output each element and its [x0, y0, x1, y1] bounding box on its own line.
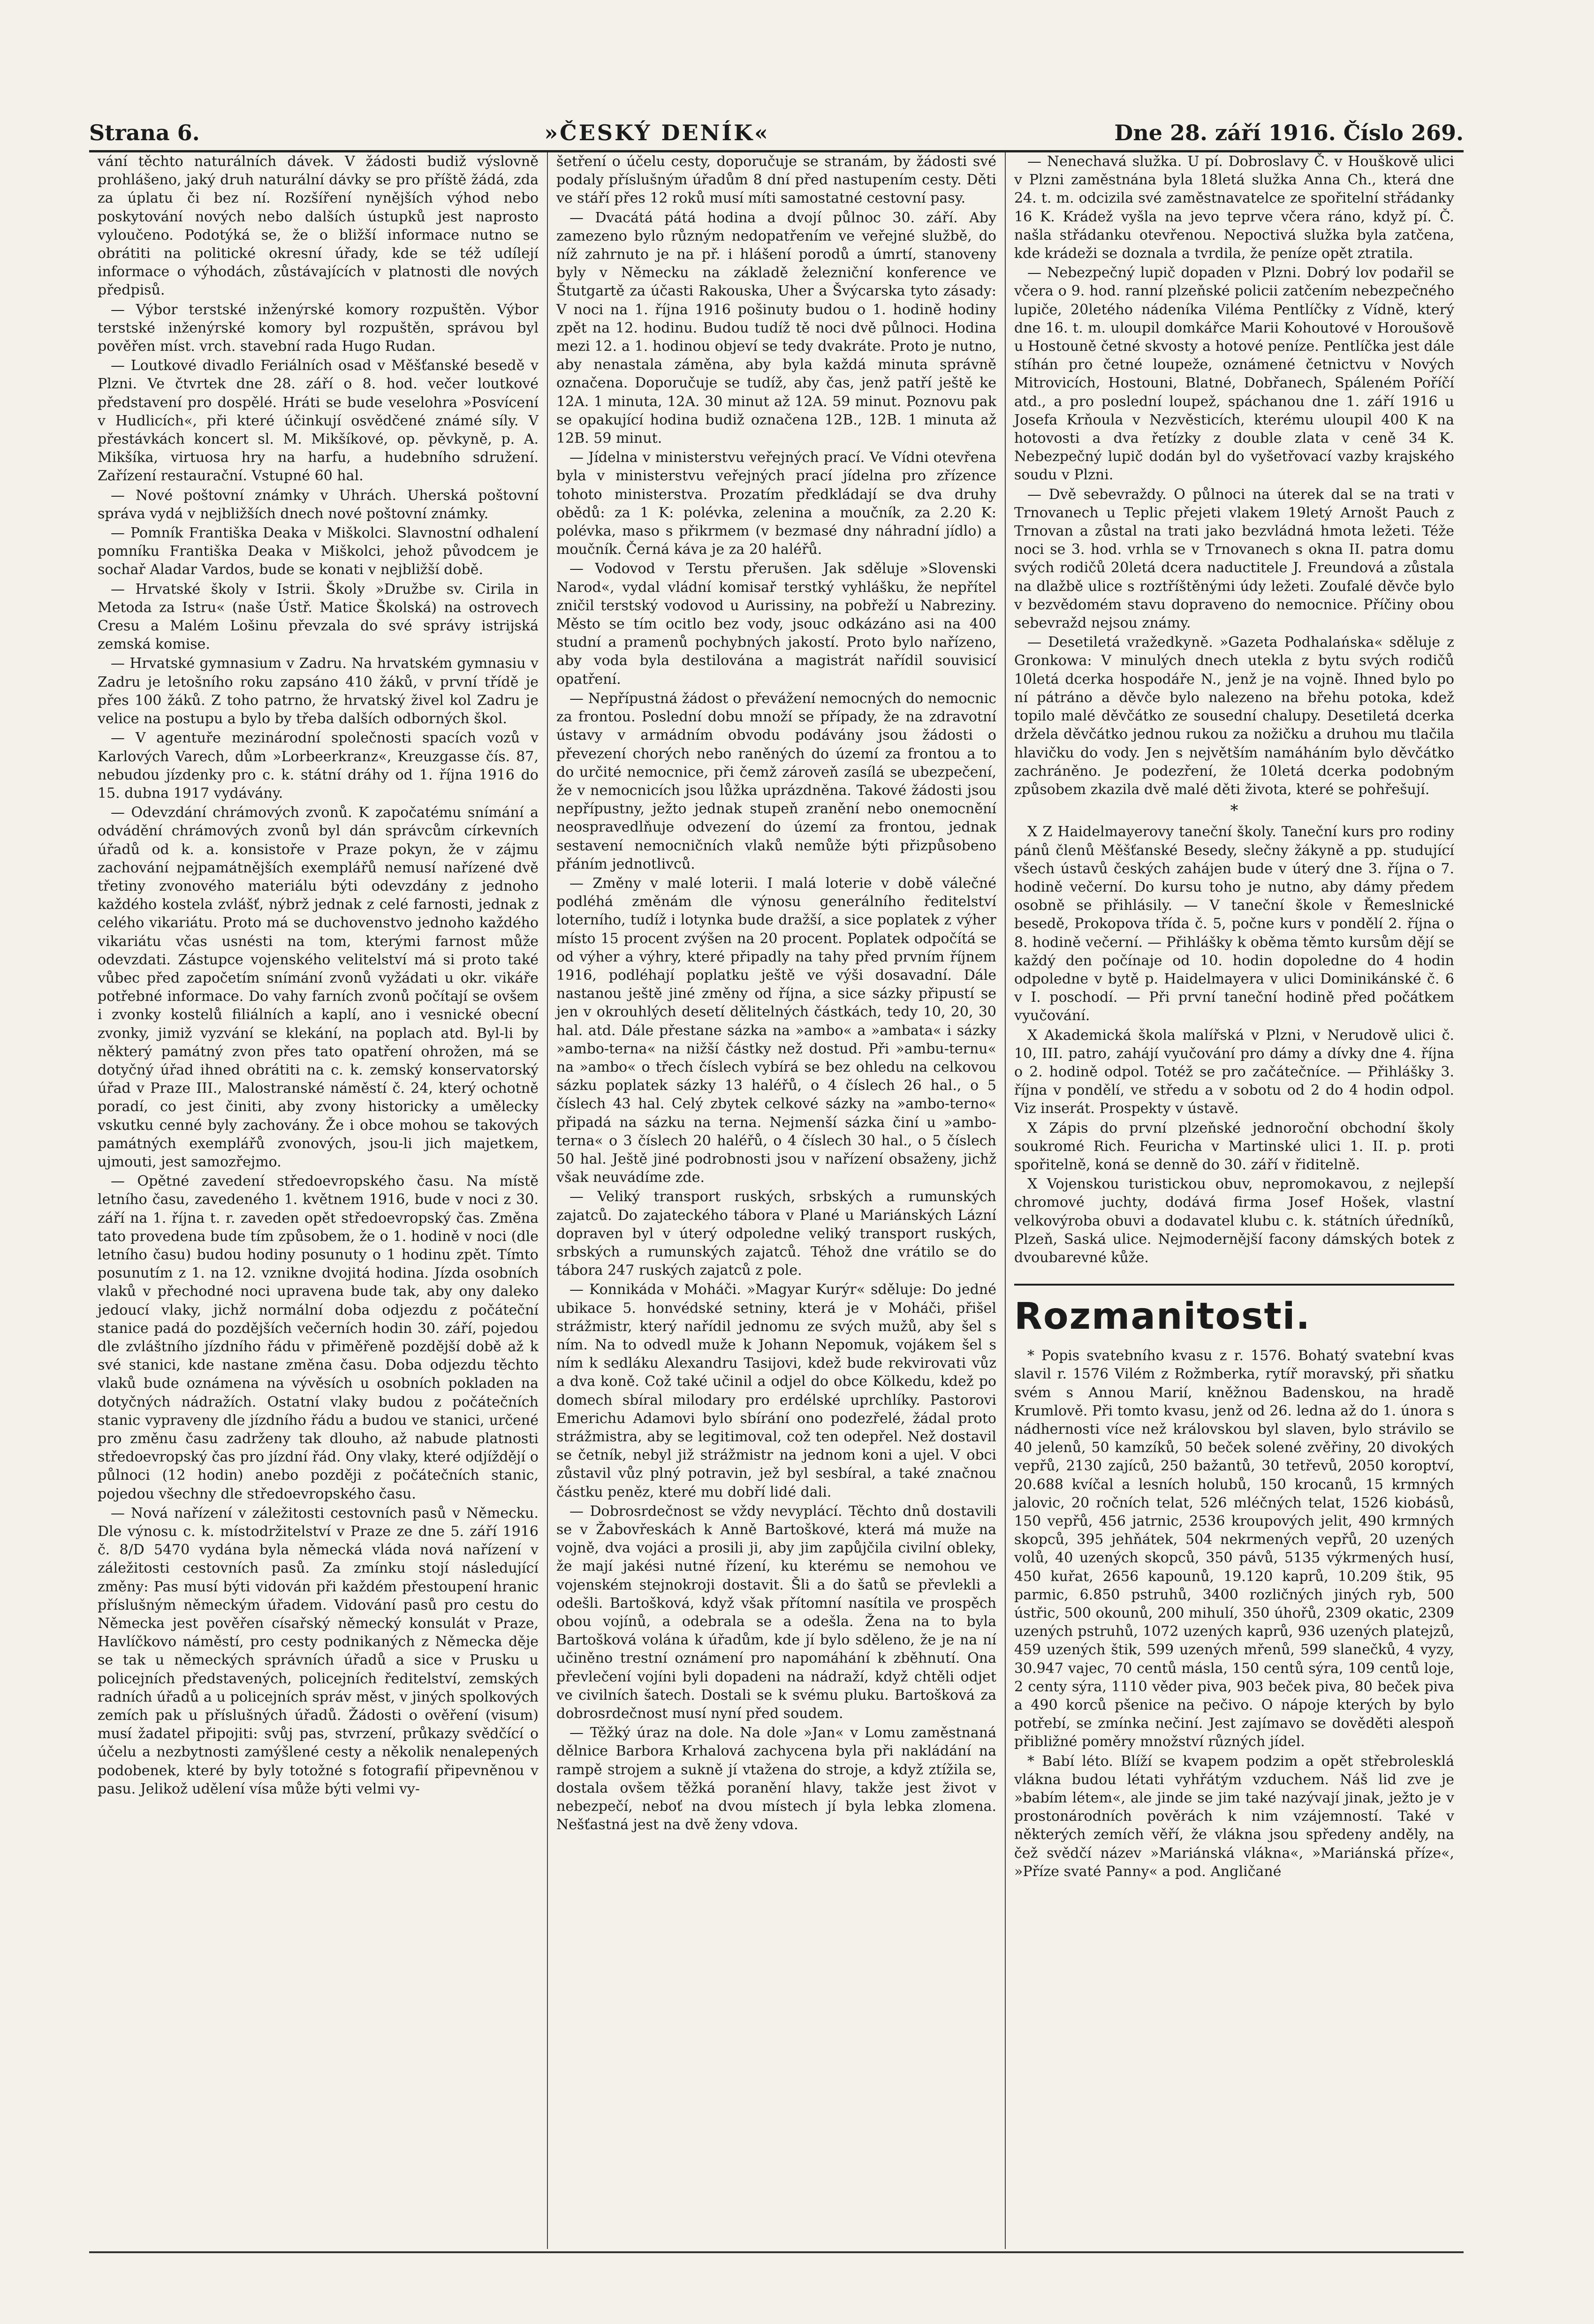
bottom-rule: [89, 2251, 1464, 2253]
page-header: [89, 94, 1464, 152]
article-paragraph: — Nové poštovní známky v Uhrách. Uherská poštovní správa vydá v nejbližších dnech nové poštovní známky.: [98, 487, 539, 522]
article-paragraph: — Vodovod v Terstu přerušen. Jak sděluje »Slovenski Narod«, vydal vládní komisař terstký vyhlášku, že nepřítel zničil terstský vodovod u Aurissiny, na pobřeží u Nabreziny. Město se tím ocitlo bez vody, jsouc odkázáno asi na 400 studní a pramenů pochybných jakostí. Proto bylo nařízeno, aby voda byla destilována a magistrát nařídil souvisicí opatření.: [556, 560, 996, 688]
article-paragraph: — Konnikáda v Moháči. »Magyar Kurýr« sděluje: Do jedné ubikace 5. honvédské setniny, která je v Moháči, přišel strážmistr, který nařídil jednomu ze svých mužů, aby šel s ním. Na to odvedl muže k Johann Nepomuk, vojákem šel s ním k sedláku Alexandru Tasijovi, kdež bude rekvirovati vůz a dva koně. Což také učinil a odjel do obce Kölkedu, kdež po domech sbíral milodary pro erdélské uprchlíky. Pastorovi Emerichu Adamovi bylo sbírání ono podezřelé, žádal proto strážmistra, aby se legitimoval, což ten odepřel. Než dostavil se četník, nebyl již strážmistr na jednom koni a ujel. V obci zůstavil vůz plný potravin, jež byl sesbíral, a také značnou částku peněz, které mu dobří lidé dali.: [556, 1281, 996, 1500]
column-3: [1005, 152, 1463, 2249]
article-paragraph: — Nebezpečný lupič dopaden v Plzni. Dobrý lov podařil se včera o 9. hod. ranní plzeňské policii zatčením nebezpečného lupiče, 20letého nádeníka Viléma Pentlíčky z Vídně, který dne 16. t. m. uloupil domkářce Marii Kohoutové v Horoušově u Hostouně četné skvosty a hotové peníze. Pentlíčka jest dále stíhán pro četné loupeže, oznámené četnictvu v Nových Mitrovicích, Hostouni, Blatné, Dobřanech, Spáleném Poříčí atd., a pro poslední loupež, spáchanou dne 1. září 1916 u Josefa Krňoula v Nezvěsticích, kterému uloupil 400 K na hotovosti a dva řetízky z double zlata v ceně 34 K. Nebezpečný lupič dodán byl do vyšetřovací vazby krajského soudu v Plzni.: [1014, 265, 1454, 484]
article-paragraph: X Akademická škola malířská v Plzni, v Nerudově ulici č. 10, III. patro, zahájí vyučování pro dámy a dívky dne 4. října o 2. hodině odpol. Totéž se pro začátečníce. — Přihlášky 3. října v pondělí, ve středu a v sobotu od 2 do 4 hodin odpol. Viz inserát. Prospekty v ústavě.: [1014, 1027, 1454, 1117]
article-paragraph: — Loutkové divadlo Feriálních osad v Měšťanské besedě v Plzni. Ve čtvrtek dne 28. září o 8. hod. večer loutkové představení pro dospělé. Hráti se bude veselohra »Posvícení v Hudlicích«, při které účinkují osvědčené známé síly. V přestávkách koncert sl. M. Mikšíkové, op. pěvkyně, p. A. Mikšíka, virtuosa hry na harfu, a hudebního sdružení. Zařízení restaurační. Vstupné 60 hal.: [98, 357, 539, 484]
article-paragraph: — Jídelna v ministerstvu veřejných prací. Ve Vídni otevřena byla v ministerstvu veřejných prací jídelna pro zřízence tohoto ministerstva. Prozatím předkládají se dva druhy obědů: za 1 K: polévka, zelenina a moučník, za 2.20 K: polévka, maso s přikrmem (v bezmasé dny náhradní jídlo) a moučník. Černá káva je za 20 haléřů.: [556, 449, 996, 558]
article-paragraph: X Z Haidelmayerovy taneční školy. Taneční kurs pro rodiny pánů členů Měšťanské Besedy, slečny žákyně a pp. studující všech ústavů českých zahájen bude v úterý dne 3. října o 7. hodině večerní. Do kursu toho je nutno, aby dámy předem osobně se přihlásily. — V taneční škole v Řemeslnické besedě, Prokopova třída č. 5, počne kurs v pondělí 2. října o 8. hodině večerní. — Přihlášky k oběma těmto kursům dějí se každý den počínaje od 10. hodin dopoledne do 4 hodin odpoledne v bytě p. Haidelmayera v ulici Dominikánské č. 6 v I. poschodí. — Při první taneční hodině před počátkem vyučování.: [1014, 824, 1454, 1024]
article-paragraph: — Opětné zavedení středoevropského času. Na místě letního času, zavedeného 1. květnem 1916, bude v noci z 30. září na 1. října t. r. zaveden opět středoevropský čas. Změna tato provedena bude tím způsobem, že o 1. hodině v noci (dle letního času) budou hodiny posunuty o 1 hodinu zpět. Tímto posunutím z 1. na 12. vznikne dvojitá hodina. Jízda osobních vlaků v přechodné noci upravena bude tak, aby ony daleko jedoucí vlaky, jichž normální doba odjezdu z počáteční stanice padá do pozdějších večerních hodin 30. září, pojedou dle zvláštního jízdního řádu v přiměřeně pozdější době až k své stanici, kde nastane změna času. Doba odjezdu těchto vlaků bude oznámena na vývěsích u osobních pokladen na dotyčných nádražích. Ostatní vlaky budou z počátečních stanic vypraveny dle jízdního řádu a budou ve stanici, určené pro změnu času zadrženy tak dlouho, až nabude platnosti středoevropský čas pro jízdní řád. Ony vlaky, které odjíždějí o půlnoci (12 hodin) anebo později z počátečních stanic, pojedou všechny dle středoevropského času.: [98, 1173, 539, 1502]
article-paragraph: vání těchto naturálních dávek. V žádosti budiž výslovně prohlášeno, jaký druh naturální dávky se pro příště žádá, zda za úplatu či bez ní. Rozšíření nynějších výhod nebo poskytování nových nebo dalších ústupků jest naprosto vyloučeno. Podotýká se, že o bližší informace nutno se obrátiti na politické okresní úřady, kde se též udílejí informace o výhodách, zůstávajících v platnosti dle nových předpisů.: [98, 153, 539, 299]
article-paragraph: — Nová nařízení v záležitosti cestovních pasů v Německu. Dle výnosu c. k. místodržitelství v Praze ze dne 5. září 1916 č. 8/D 5470 vydána byla německá vláda nová nařízení v záležitosti cestovních pasů. Za zmínku stojí následující změny: Pas musí býti vidován při každém přestoupení hranic příslušným německým úřadem. Vidování pasů pro cestu do Německa jest pověřen císařský německý konsulát v Praze, Havlíčkovo náměstí, pro cesty podnikaných z Německa děje se tak u německých správních úřadů a sice v Prusku u policejních představených, policejních ředitelství, zemských radních úřadů a u policejních správ měst, v jiných spolkových zemích pak u příslušných úřadů. Žádosti o ověření (visum) musí žadatel připojiti: svůj pas, stvrzení, průkazy svědčící o účelu a nezbytnosti zamýšlené cesty a několik nenalepených podobenek, které by byly totožné s fotografií připevněnou v pasu. Jelikož udělení vísa může býti velmi vy-: [98, 1505, 539, 1797]
article-paragraph: — Veliký transport ruských, srbských a rumunských zajatců. Do zajateckého tábora v Plané u Mariánských Lázní dopraven byl v úterý odpoledne veliký transport ruských, srbských a rumunských zajatců. Téhož dne vrátilo se do tábora 247 ruských zajatců z pole.: [556, 1188, 996, 1279]
article-paragraph: — Výbor terstské inženýrské komory rozpuštěn. Výbor terstské inženýrské komory byl rozpuštěn, správou byl pověřen míst. vrch. stavební rada Hugo Rudan.: [98, 301, 539, 355]
article-columns: [89, 152, 1464, 2249]
article-paragraph: — Desetiletá vražedkyně. »Gazeta Podhalańska« sděluje z Gronkowa: V minulých dnech utekla z bytu svých rodičů 10letá dcerka hospodáře N., jenž je na vojně. Ihned bylo po ní pátráno a děvče bylo nalezeno na břehu potoka, kdež topilo malé děvčátko ze sousední chalupy. Desetiletá dcerka držela děvčátko jednou rukou za nožičku a druhou mu tlačila hlavičku do vody. Jen s největším namáháním bylo děvčátko zachráněno. Je podezření, že 10letá dcerka podobným způsobem zkazila dvě malé děti života, které se pohřešují.: [1014, 634, 1454, 798]
article-paragraph: — Změny v malé loterii. I malá loterie v době válečné podléhá změnám dle výnosu generálního ředitelství loterního, tudíž i lotynka bude dražší, a sice poplatek z výher místo 15 procent zvýšen na 20 procent. Poplatek odpočítá se od výher a výhry, které připadly na tahy před prvním říjnem 1916, podléhají poplatku ještě ve výši dosavadní. Dále nastanou ještě jiné změny od října, a sice sázky připustí se jen v okrouhlých desetí dělitelných částkách, tedy 10, 20, 30 hal. atd. Dále přestane sázka na »ambo« a »ambata« i sázky »ambo-terna« na nižší částky než dostud. Při »ambu-ternu« na »ambo« o třech číslech vybírá se bez ohledu na celkovou sázku poplatek sázky 13 haléřů, o 4 číslech 26 hal., o 5 číslech 43 hal. Celý zbytek celkové sázky na »ambo-terno« připadá na sázku na terna. Nejmenší sázka činí u »ambo-terna« o 3 číslech 20 haléřů, o 4 číslech 30 hal., o 5 číslech 50 hal. Ještě jiné podrobnosti jsou v nařízení obsaženy, jichž však neuvádíme zde.: [556, 875, 996, 1186]
article-paragraph: — Hrvatské školy v Istrii. Školy »Družbe sv. Cirila in Metoda za Istru« (naše Ústř. Matice Školská) na ostrovech Cresu a Malém Lošinu převzala do své správy istrijská zemská komise.: [98, 581, 539, 653]
article-paragraph: — Dobrosrdečnost se vždy nevyplácí. Těchto dnů dostavili se v Žabovřeskách k Anně Bartoškové, která má muže na vojně, dva vojáci a prosili ji, aby jim zapůjčila civilní obleky, že mají jakési nutné řízení, ku kterému se nemohou ve vojenském stejnokroji dostavit. Šli a do šatů se převlekli a odešli. Bartošková, když však přítomní nasítila ve prospěch obou vojínů, a odebrala se a odešla. Žena na to byla Bartošková volána k úřadům, kde jí bylo sděleno, že je na ní učiněno trestní oznámení pro napomáhání k zběhnutí. Ona převlečení vojíni byli dopadeni na nádraží, když chtěli odjet ve civilních šatech. Dostali se k svému pluku. Bartošková za dobrosrdečnost musí nyní před soudem.: [556, 1503, 996, 1722]
article-paragraph: šetření o účelu cesty, doporučuje se stranám, by žádosti své podaly příslušným úřadům 8 dní před nastupením cesty. Děti ve stáří přes 12 roků musí míti samostatné cestovní pasy.: [556, 153, 996, 207]
article-paragraph: — Nepřípustná žádost o převážení nemocných do nemocnic za frontou. Poslední dobu množí se případy, že na zdravotní ústavy v armádním obvodu podávány jsou žádosti o převezení chorých nebo raněných do území za frontou a to do určité nemocnice, při čemž zároveň zasílá se ubezpečení, že v nemocnicích jsou lůžka uprázdněna. Takové žádosti jsou nepřípustny, ježto jednak stupeň zranění nebo onemocnění neospravedlňuje odvezení do území za frontou, jednak sestavení nemocničních vlaků nemůže býti přizpůsobeno přáním jednotlivců.: [556, 690, 996, 872]
column-2: [547, 152, 1005, 2249]
article-paragraph: — V agentuře mezinárodní společnosti spacích vozů v Karlových Varech, dům »Lorbeerkranz«, Kreuzgasse čís. 87, nebudou jízdenky pro c. k. státní dráhy od 1. října 1916 do 15. dubna 1917 vydávány.: [98, 730, 539, 802]
section-separator-star: *: [1230, 801, 1238, 820]
article-paragraph: — Pomník Františka Deaka v Miškolci. Slavnostní odhalení pomníku Františka Deaka v Miškolci, jehož původcem je sochař Aladar Vardos, bude se konati v nejbližší době.: [98, 525, 539, 578]
article-paragraph: — Hrvatské gymnasium v Zadru. Na hrvatském gymnasiu v Zadru je letošního roku zapsáno 410 žáků, v první třídě je přes 100 žáků. Z toho patrno, že hrvatský živel kol Zadru je velice na postupu a bylo by třeba dalších odborných škol.: [98, 655, 539, 727]
article-paragraph: — Nenechavá služka. U pí. Dobroslavy Č. v Houškově ulici v Plzni zaměstnána byla 18letá služka Anna Ch., která dne 24. t. m. odcizila své zaměstnavatelce ze spořitelní střádanky 16 K. Krádež vyšla na jevo teprve včera ráno, když pí. Č. našla střádanku otevřenou. Nepoctivá služka byla zatčena, kde krádeži se doznala a tvrdila, že peníze opět ztratila.: [1014, 153, 1454, 262]
article-paragraph: * Babí léto. Blíží se kvapem podzim a opět střebrolesklá vlákna budou létati vyhřátým vzduchem. Náš lid zve je »babím létem«, ale jinde se jim také nazývají jinak, ježto je v prostonárodních pověrách k nim vzájemností. Také v některých zemích věří, že vlákna jsou spředeny anděly, na čež svědčí název »Mariánská vlákna«, »Mariánská příze«, »Příze svaté Panny« a pod. Angličané: [1014, 1753, 1454, 1880]
section-heading-rozmanitosti: Rozmanitosti.: [1014, 1284, 1454, 1338]
article-paragraph: X Zápis do první plzeňské jednoroční obchodní školy soukromé Rich. Feuricha v Martinské ulici 1. II. p. proti spořitelně, koná se denně do 30. září v řiditelně.: [1014, 1120, 1454, 1173]
article-paragraph: X Vojenskou turistickou obuv, nepromokavou, z nejlepší chromové juchty, dodává firma Josef Hošek, vlastní velkovýroba obuvi a dodavatel klubu c. k. státních úředníků, Plzeň, Saská ulice. Nejmodernější facony dámských botek z dvoubarevné kůže.: [1014, 1176, 1454, 1266]
article-paragraph: — Odevzdání chrámových zvonů. K započatému snímání a odvádění chrámových zvonů byl dán správcům církevních úřadů od k. a. konsistoře v Praze pokyn, že v zájmu zachování nejpamátnějších exemplářů nemusí nařízené dvě třetiny zvonového materiálu býti odevzdány z jednoho každého kostela zvlášť, nýbrž jednak z celé farnosti, jednak z celého vikariátu. Proto má se duchovenstvo jednoho každého vikariátu včas usnésti na tom, kterými farnost může odevzdati. Zástupce vojenského velitelství má si proto také vůbec před započetím snímání zvonů vyžádati u okr. vikáře potřebné informace. Do vahy farních zvonů počítají se ovšem i zvonky kostelů filiálních a kaplí, ano i vesnické obecní zvonky, jimiž vyzvání se klekání, na poplach atd. Byl-li by některý památný zvon přes tato opatření ohrožen, má se dotyčný úřad ihned obrátiti na c. k. zemský konservatorský úřad v Praze III., Malostranské náměstí č. 24, který ochotně poradí, co jest činiti, aby zvony historicky a umělecky vskutku cenné byly zachovány. Že i obce mohou se takových památných exemplářů zvonových, jsou-li jich majetkem, ujmouti, jest samozřejmo.: [98, 804, 539, 1170]
newspaper-title: »ČESKÝ DENÍK«: [544, 120, 770, 145]
article-paragraph: — Dvě sebevraždy. O půlnoci na úterek dal se na trati v Trnovanech u Teplic přejeti vlakem 19letý Arnošt Pauch z Trnovan a zůstal na trati jako bezvládná hmota ležeti. Téže noci se 3. hod. vrhla se v Trnovanech s okna II. patra domu svých rodičů 20letá dcera naductitele J. Freundová a zůstala na dlažbě ulice s roztříštěnými údy ležeti. Zoufalé děvče bylo v bezvědomém stavu dopraveno do nemocnice. Příčiny obou sebevražd nejsou známy.: [1014, 486, 1454, 632]
article-paragraph: — Dvacátá pátá hodina a dvojí půlnoc 30. září. Aby zamezeno bylo různým nedopatřením ve veřejné službě, do níž zahrnuto je na př. i hlášení porodů a úmrtí, stanoveny byly v Německu na základě železniční konference ve Štutgartě za účasti Rakouska, Uher a Švýcarska tyto zásady: V noci na 1. října 1916 pošinuty budou o 1. hodině hodiny zpět na 12. hodinu. Budou tudíž tě noci dvě půlnoci. Hodina mezi 12. a 1. hodinou objeví se tedy dvakráte. Proto je nutno, aby nenastala záměna, aby byla každá minuta správně označena. Doporučuje se tudíž, aby čas, jenž patří ještě ke 12A. 1 minuta, 12A. 30 minut až 12A. 59 minut. Poznovu pak se opakující hodina budiž označena 12B., 12B. 1 minuta až 12B. 59 minut.: [556, 209, 996, 447]
issue-date: Dne 28. září 1916. Číslo 269.: [1114, 120, 1464, 145]
article-paragraph: — Těžký úraz na dole. Na dole »Jan« v Lomu zaměstnaná dělnice Barbora Krhalová zachycena byla při nakládání na rampě strojem a sukně jí vtažena do stroje, a když ztížila se, dostala ovšem těžká poranění hlavy, takže jest život v nebezpečí, neboť na dvou místech jí byla lebka zlomena. Nešťastná jest na dvě ženy vdova.: [556, 1725, 996, 1833]
column-1: [89, 152, 547, 2249]
article-paragraph: * Popis svatebního kvasu z r. 1576. Bohatý svatební kvas slavil r. 1576 Vilém z Rožmberka, rytíř moravský, při sňatku svém s Annou Marií, kněžnou Badenskou, na hradě Krumlově. Při tomto kvasu, jenž od 26. ledna až do 1. února s nádhernosti více než královskou byl slaven, bylo strávilo se 40 jelenů, 50 kamzíků, 50 beček solené zvěřiny, 20 divokých vepřů, 2130 zajíců, 250 bažantů, 30 tetřevů, 2050 koroptví, 20.688 kvíčal a lesních holubů, 150 krocanů, 15 krmných jalovic, 20 ročních telat, 526 mléčných telat, 1526 kiobásů, 150 vepřů, 456 jatrnic, 2536 kroupových jelit, 490 krmných skopců, 395 jehňátek, 504 nekrmených vepřů, 20 uzených volů, 40 uzených skopců, 350 pávů, 5135 výkrmených husí, 450 kuřat, 2656 kapounů, 19.120 kaprů, 10.209 štik, 95 parmic, 6.850 pstruhů, 3400 rozličných jiných ryb, 500 ústřic, 500 okounů, 200 mihulí, 350 úhořů, 2309 okatic, 2309 uzených pstruhů, 1072 uzených kaprů, 936 uzených platejzů, 459 uzených štik, 599 uzených mřenů, 599 slanečků, 4 vyzy, 30.947 vajec, 70 centů másla, 150 centů sýra, 109 centů loje, 2 centy sýra, 1110 věder piva, 903 beček piva, 80 beček piva a 490 korců pšenice na pečivo. O nápoje kterých by bylo potřebí, se zmínka nečiní. Jest zajímavo se dověděti alespoň přibližné poměry množství různých jídel.: [1014, 1347, 1454, 1750]
page-number: Strana 6.: [89, 120, 200, 145]
